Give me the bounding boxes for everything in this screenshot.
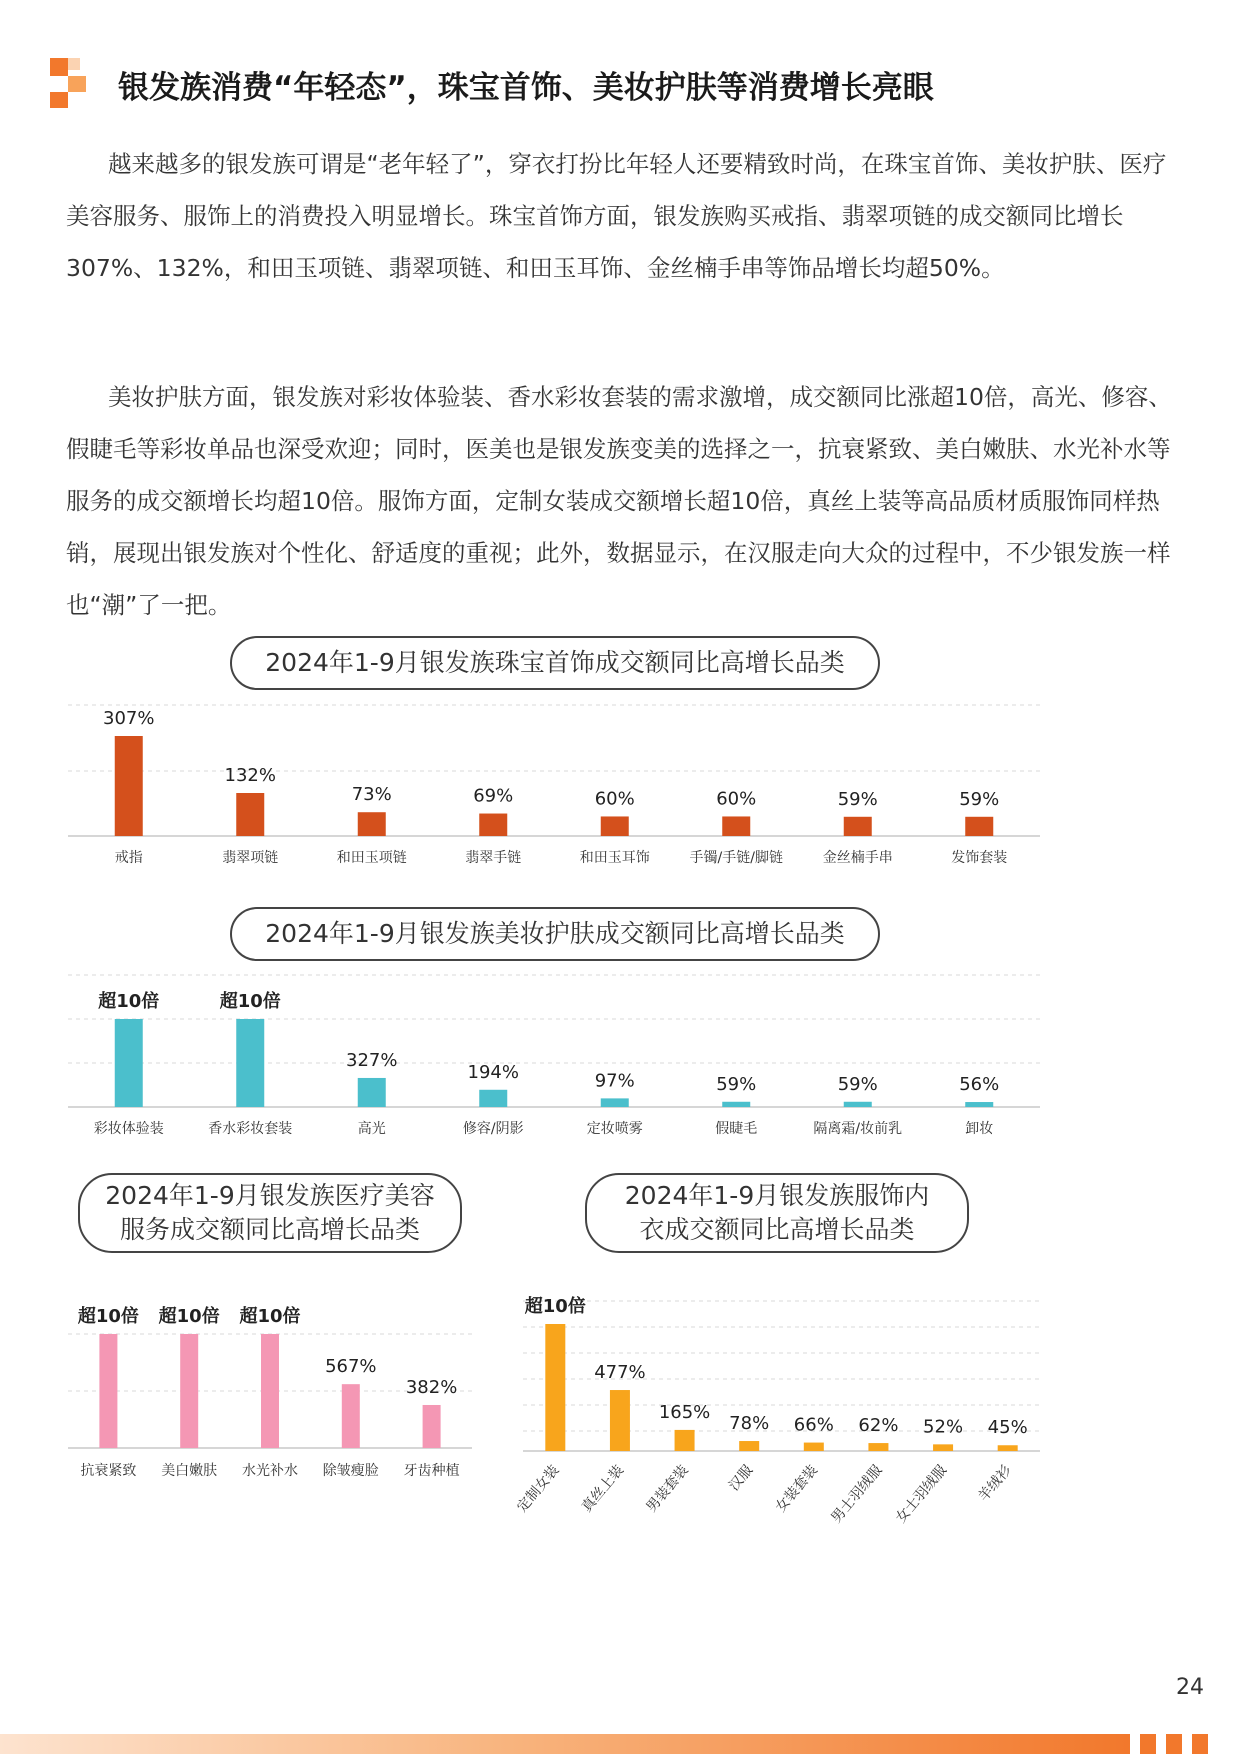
medical-category-label: 除皱瘦脸 xyxy=(322,1463,379,1479)
beauty-value-label: 327% xyxy=(346,1049,398,1071)
apparel-bar xyxy=(610,1390,630,1451)
footer-gradient-bar xyxy=(0,1734,1130,1754)
chart-title-apparel: 2024年1-9月银发族服饰内衣成交额同比高增长品类 xyxy=(585,1173,969,1253)
medical-category-label: 牙齿种植 xyxy=(403,1463,460,1479)
beauty-value-label: 97% xyxy=(594,1070,635,1092)
medical-value-label: 382% xyxy=(405,1376,458,1398)
apparel-bar xyxy=(868,1443,888,1451)
apparel-value-label: 超10倍 xyxy=(524,1296,586,1317)
apparel-value-label: 165% xyxy=(658,1401,711,1423)
apparel-bar xyxy=(545,1324,565,1451)
medical-bar xyxy=(261,1334,279,1448)
jewelry-category-label: 金丝楠手串 xyxy=(822,850,893,866)
apparel-value-label: 52% xyxy=(923,1416,964,1438)
jewelry-value-label: 60% xyxy=(594,788,635,810)
jewelry-value-label: 307% xyxy=(103,708,155,729)
jewelry-category-label: 发饰套装 xyxy=(951,850,1008,866)
medical-value-label: 超10倍 xyxy=(239,1306,301,1327)
jewelry-bar xyxy=(844,817,872,836)
footer-square xyxy=(1166,1734,1182,1754)
jewelry-bar xyxy=(722,816,750,836)
medical-bar xyxy=(342,1384,360,1448)
jewelry-category-label: 和田玉耳饰 xyxy=(579,850,650,866)
footer-square xyxy=(1140,1734,1156,1754)
apparel-category-label: 定制女装 xyxy=(514,1462,563,1516)
jewelry-bar xyxy=(115,736,143,836)
beauty-value-label: 超10倍 xyxy=(98,991,160,1012)
beauty-bar xyxy=(601,1098,629,1107)
jewelry-bar xyxy=(358,812,386,836)
apparel-value-label: 45% xyxy=(987,1417,1028,1439)
beauty-bar xyxy=(479,1090,507,1107)
beauty-category-label: 修容/阴影 xyxy=(462,1121,524,1137)
jewelry-value-label: 73% xyxy=(351,784,392,806)
jewelry-bar xyxy=(965,817,993,836)
beauty-bar xyxy=(358,1078,386,1107)
apparel-category-label: 真丝上装 xyxy=(578,1462,628,1516)
apparel-value-label: 78% xyxy=(729,1413,770,1435)
apparel-bar xyxy=(675,1430,695,1451)
page-title: 银发族消费“年轻态”，珠宝首饰、美妆护肤等消费增长亮眼 xyxy=(118,70,934,106)
beauty-category-label: 香水彩妆套装 xyxy=(208,1121,293,1137)
apparel-bar xyxy=(804,1443,824,1451)
jewelry-category-label: 翡翠手链 xyxy=(465,850,522,866)
medical-category-label: 抗衰紧致 xyxy=(80,1463,137,1479)
beauty-category-label: 高光 xyxy=(357,1121,386,1137)
jewelry-value-label: 132% xyxy=(224,765,276,787)
chart-title-medical: 2024年1-9月银发族医疗美容服务成交额同比高增长品类 xyxy=(78,1173,462,1253)
medical-value-label: 567% xyxy=(325,1356,377,1378)
beauty-category-label: 假睫毛 xyxy=(715,1121,758,1137)
beauty-bar xyxy=(236,1019,264,1107)
jewelry-value-label: 59% xyxy=(959,788,1000,810)
beauty-bar xyxy=(844,1102,872,1107)
medical-bar xyxy=(423,1405,441,1448)
beauty-bar xyxy=(965,1102,993,1107)
beauty-value-label: 59% xyxy=(716,1073,757,1095)
beauty-category-label: 彩妆体验装 xyxy=(93,1121,164,1137)
apparel-category-label: 男士羽绒服 xyxy=(828,1462,886,1527)
apparel-value-label: 477% xyxy=(594,1362,646,1384)
jewelry-category-label: 翡翠项链 xyxy=(222,850,279,866)
beauty-value-label: 超10倍 xyxy=(219,991,281,1012)
apparel-value-label: 62% xyxy=(858,1415,899,1437)
apparel-category-label: 羊绒衫 xyxy=(975,1462,1015,1505)
jewelry-value-label: 59% xyxy=(837,788,878,810)
paragraph-jewelry: 越来越多的银发族可谓是“老年轻了”，穿衣打扮比年轻人还要精致时尚，在珠宝首饰、美妆护肤、医疗美容服务、服饰上的消费投入明显增长。珠宝首饰方面，银发族购买戒指、翡翠项链的成交额同比增长307%、132%，和田玉项链、翡翠项链、和田玉耳饰、金丝楠手串等饰品增长均超50%。 xyxy=(66,150,1167,282)
jewelry-bar xyxy=(601,816,629,836)
apparel-category-label: 女装套装 xyxy=(772,1462,821,1516)
jewelry-category-label: 戒指 xyxy=(114,850,143,866)
jewelry-value-label: 60% xyxy=(716,788,757,810)
medical-value-label: 超10倍 xyxy=(158,1306,220,1327)
medical-value-label: 超10倍 xyxy=(77,1306,139,1327)
beauty-bar xyxy=(115,1019,143,1107)
beauty-category-label: 隔离霜/妆前乳 xyxy=(813,1121,903,1137)
paragraph-beauty: 美妆护肤方面，银发族对彩妆体验装、香水彩妆套装的需求激增，成交额同比涨超10倍，高光、修容、假睫毛等彩妆单品也深受欢迎；同时，医美也是银发族变美的选择之一，抗衰紧致、美白嫩肤、水光补水等服务的成交额增长均超10倍。服饰方面，定制女装成交额增长超10倍，真丝上装等高品质材质服饰同样热销，展现出银发族对个性化、舒适度的重视；此外，数据显示，在汉服走向大众的过程中，不少银发族一样也“潮”了一把。 xyxy=(66,383,1172,619)
apparel-bar xyxy=(998,1445,1018,1451)
beauty-category-label: 卸妆 xyxy=(965,1121,994,1137)
beauty-value-label: 56% xyxy=(959,1074,1000,1096)
apparel-value-label: 66% xyxy=(793,1414,834,1436)
apparel-bar xyxy=(739,1441,759,1451)
footer-square xyxy=(1192,1734,1208,1754)
medical-bar xyxy=(180,1334,198,1448)
beauty-value-label: 59% xyxy=(837,1073,878,1095)
jewelry-value-label: 69% xyxy=(473,785,514,807)
medical-category-label: 水光补水 xyxy=(242,1463,298,1479)
beauty-value-label: 194% xyxy=(467,1061,519,1083)
jewelry-category-label: 手镯/手链/脚链 xyxy=(689,850,783,866)
medical-category-label: 美白嫩肤 xyxy=(161,1463,218,1479)
chart-title-jewelry: 2024年1-9月银发族珠宝首饰成交额同比高增长品类 xyxy=(230,636,880,690)
beauty-category-label: 定妆喷雾 xyxy=(586,1121,643,1137)
jewelry-bar xyxy=(236,793,264,836)
jewelry-bar xyxy=(479,814,507,836)
page-number: 24 xyxy=(1176,1675,1204,1700)
beauty-bar xyxy=(722,1102,750,1107)
chart-title-beauty: 2024年1-9月银发族美妆护肤成交额同比高增长品类 xyxy=(230,907,880,961)
apparel-bar xyxy=(933,1444,953,1451)
apparel-category-label: 汉服 xyxy=(725,1462,757,1495)
medical-bar xyxy=(99,1334,117,1448)
apparel-category-label: 男装套装 xyxy=(643,1462,692,1516)
jewelry-category-label: 和田玉项链 xyxy=(336,850,407,866)
apparel-category-label: 女士羽绒服 xyxy=(892,1462,951,1527)
